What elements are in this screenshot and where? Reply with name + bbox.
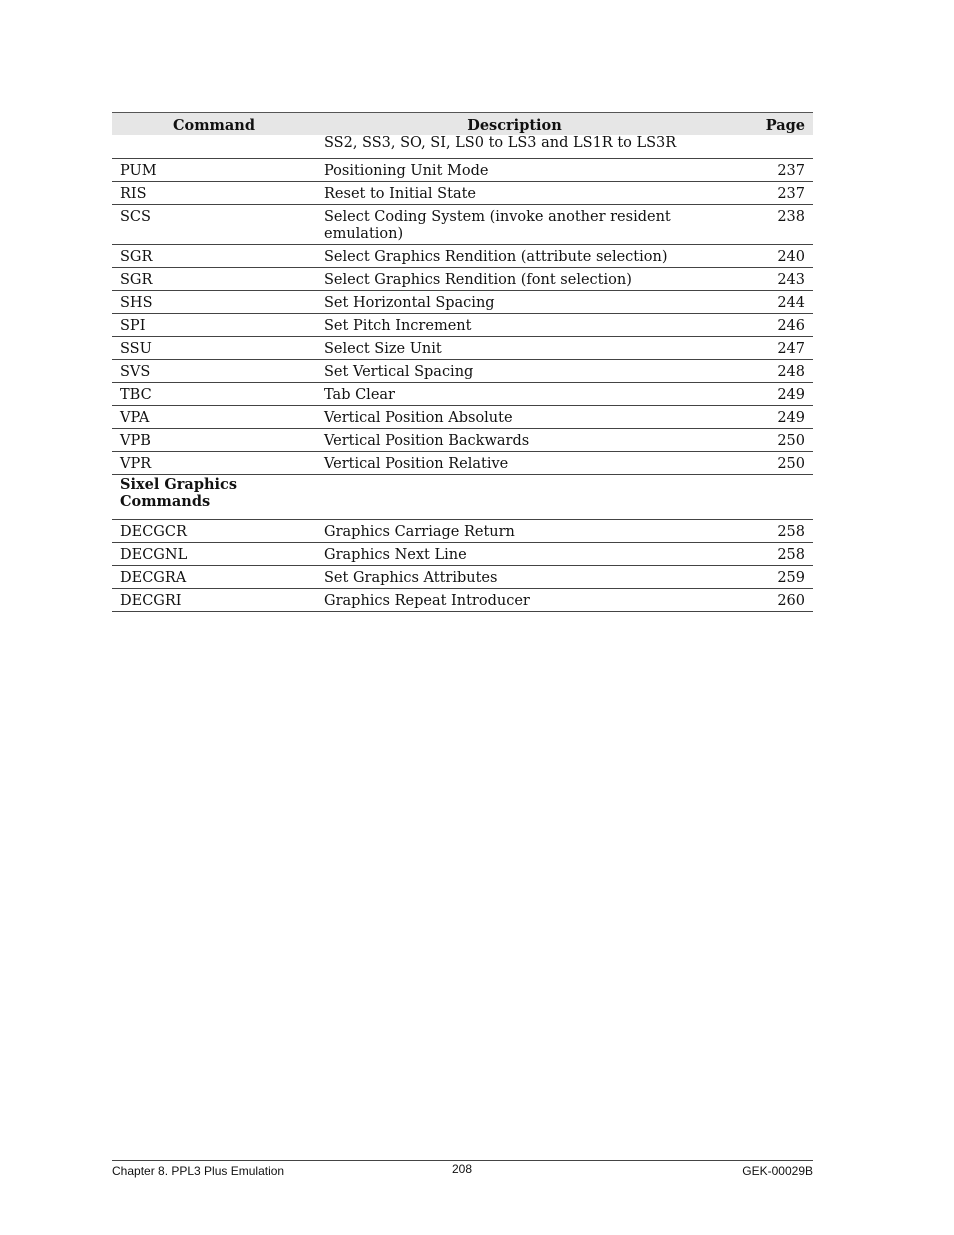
table-row [112, 268, 813, 291]
cell-command: VPA [112, 406, 316, 429]
cell-page: 243 [713, 268, 813, 291]
cell-description: Vertical Position Backwards [316, 429, 713, 452]
header-command: Command [112, 113, 316, 136]
cell-page: 260 [713, 589, 813, 612]
table-row-continuation [112, 135, 813, 159]
section-heading-sixel-graphics: Sixel Graphics Commands [112, 475, 316, 520]
cell-command: SCS [112, 205, 316, 245]
table-row [112, 360, 813, 383]
table-row [112, 406, 813, 429]
cell-page: 250 [713, 429, 813, 452]
cell-command: RIS [112, 182, 316, 205]
cell-command: SPI [112, 314, 316, 337]
cell-description: Vertical Position Relative [316, 452, 713, 475]
table-row [112, 452, 813, 475]
cell-empty [713, 475, 813, 520]
table-row [112, 205, 813, 245]
cell-command: SGR [112, 245, 316, 268]
cell-description: Select Graphics Rendition (font selection) [316, 268, 713, 291]
header-description: Description [316, 113, 713, 136]
cell-command: DECGNL [112, 543, 316, 566]
cell-page: 240 [713, 245, 813, 268]
cell-page: 259 [713, 566, 813, 589]
cell-page: 244 [713, 291, 813, 314]
cell-description: Set Vertical Spacing [316, 360, 713, 383]
cell-command: SSU [112, 337, 316, 360]
header-page: Page [713, 113, 813, 136]
footer-page-number: 208 [452, 1162, 473, 1176]
cell-command: TBC [112, 383, 316, 406]
cell-description: Graphics Next Line [316, 543, 713, 566]
table-row [112, 543, 813, 566]
cell-page: 237 [713, 182, 813, 205]
cell-command: VPR [112, 452, 316, 475]
cell-page: 237 [713, 159, 813, 182]
footer-rule [112, 1160, 813, 1161]
cell-page: 250 [713, 452, 813, 475]
footer-doc-id: GEK-00029B [742, 1164, 813, 1178]
cell-description: SS2, SS3, SO, SI, LS0 to LS3 and LS1R to LS3R [316, 135, 713, 159]
table-row [112, 429, 813, 452]
cell-description: Select Size Unit [316, 337, 713, 360]
cell-command: VPB [112, 429, 316, 452]
section-heading-row [112, 475, 813, 520]
cell-page: 258 [713, 520, 813, 543]
cell-description: Graphics Carriage Return [316, 520, 713, 543]
command-table [112, 112, 813, 612]
cell-command: DECGRI [112, 589, 316, 612]
table-row [112, 245, 813, 268]
table-row [112, 182, 813, 205]
cell-page: 248 [713, 360, 813, 383]
cell-page: 249 [713, 406, 813, 429]
table-row [112, 314, 813, 337]
cell-command: SHS [112, 291, 316, 314]
footer-chapter: Chapter 8. PPL3 Plus Emulation [112, 1164, 285, 1178]
cell-command: SGR [112, 268, 316, 291]
cell-page: 238 [713, 205, 813, 245]
table-row [112, 337, 813, 360]
cell-description: Vertical Position Absolute [316, 406, 713, 429]
cell-page: 258 [713, 543, 813, 566]
cell-description: Set Pitch Increment [316, 314, 713, 337]
cell-command [112, 135, 316, 159]
table-row [112, 566, 813, 589]
cell-description: Graphics Repeat Introducer [316, 589, 713, 612]
table-header-row [112, 113, 813, 136]
table-row [112, 159, 813, 182]
cell-description: Set Horizontal Spacing [316, 291, 713, 314]
cell-empty [316, 475, 713, 520]
cell-description: Select Coding System (invoke another resident emulation) [316, 205, 713, 245]
cell-description: Reset to Initial State [316, 182, 713, 205]
cell-command: SVS [112, 360, 316, 383]
cell-command: PUM [112, 159, 316, 182]
cell-description: Positioning Unit Mode [316, 159, 713, 182]
cell-description: Tab Clear [316, 383, 713, 406]
cell-page: 247 [713, 337, 813, 360]
cell-command: DECGRA [112, 566, 316, 589]
table-row [112, 383, 813, 406]
cell-page: 249 [713, 383, 813, 406]
table-row [112, 520, 813, 543]
table-row [112, 291, 813, 314]
table-row [112, 589, 813, 612]
cell-page [713, 135, 813, 159]
cell-page: 246 [713, 314, 813, 337]
cell-command: DECGCR [112, 520, 316, 543]
cell-description: Set Graphics Attributes [316, 566, 713, 589]
cell-description: Select Graphics Rendition (attribute selection) [316, 245, 713, 268]
